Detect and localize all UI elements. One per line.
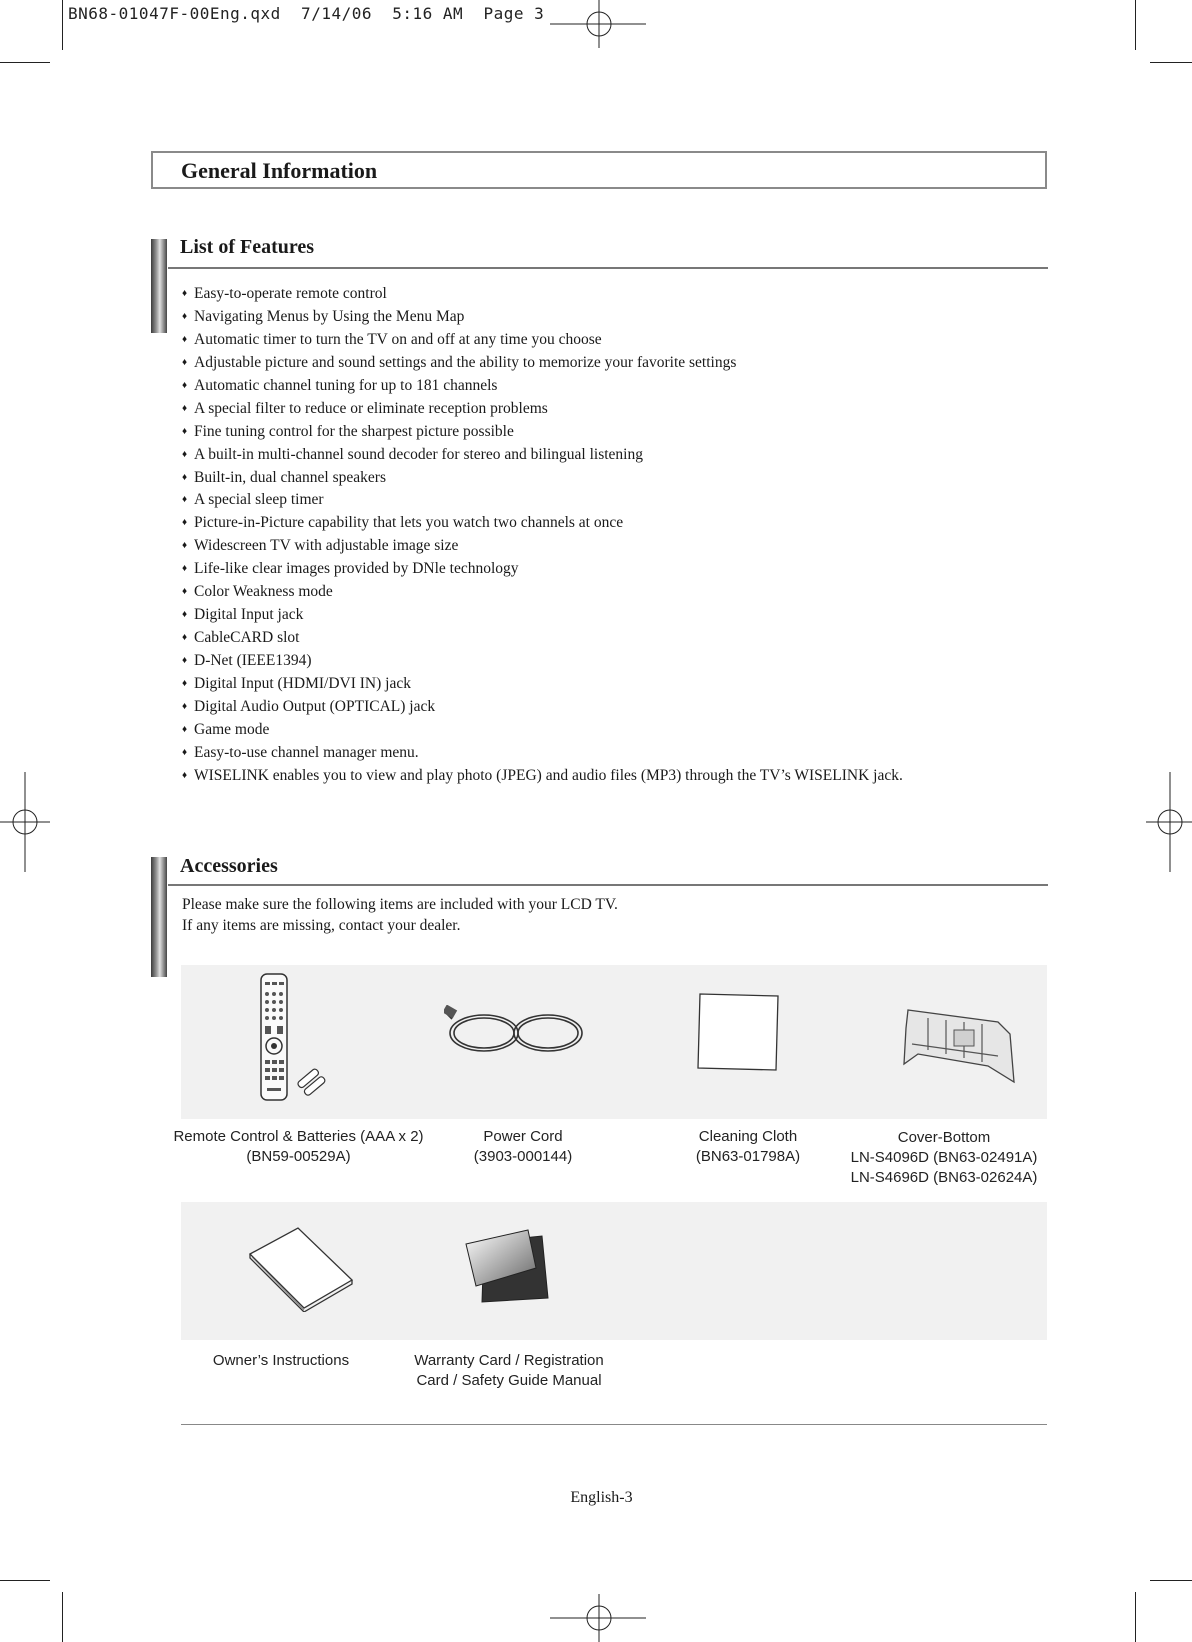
power-cord-name: Power Cord bbox=[483, 1128, 563, 1145]
feature-item: ♦ Widescreen TV with adjustable image size bbox=[182, 537, 459, 555]
cover-bottom-name: Cover-Bottom bbox=[897, 1129, 991, 1146]
features-list bbox=[182, 283, 903, 788]
power-cord-part: (3903-000144) bbox=[473, 1148, 573, 1165]
crop-mark bbox=[1135, 1592, 1136, 1642]
feature-item: ♦ CableCARD slot bbox=[182, 629, 300, 647]
feature-item: ♦ WISELINK enables you to view and play photo (JPEG) and audio files (MP3) through the TV’s WISELINK jack. bbox=[182, 766, 903, 784]
crop-mark bbox=[1135, 0, 1136, 50]
features-heading: List of Features bbox=[180, 236, 315, 258]
feature-item: ♦ Easy-to-operate remote control bbox=[182, 285, 387, 302]
cover-bottom-part: LN-S4096D (BN63-02491A) bbox=[850, 1149, 1038, 1166]
feature-item: ♦ A special filter to reduce or eliminate reception problems bbox=[182, 399, 548, 417]
registration-mark-top bbox=[548, 0, 648, 48]
cover-bottom-icon bbox=[898, 1004, 1018, 1084]
warranty-line: Card / Safety Guide Manual bbox=[416, 1372, 602, 1389]
remote-control-icon bbox=[255, 972, 335, 1104]
feature-item: ♦ A special sleep timer bbox=[182, 491, 324, 509]
accessories-intro bbox=[182, 894, 618, 936]
feature-item: ♦ Color Weakness mode bbox=[182, 583, 333, 601]
remote-name: Remote Control & Batteries (AAA x 2) bbox=[173, 1128, 424, 1145]
feature-item: ♦ D-Net (IEEE1394) bbox=[182, 652, 312, 669]
section-bar bbox=[151, 239, 167, 333]
warranty-line: Warranty Card / Registration bbox=[414, 1352, 604, 1369]
warranty-card-icon bbox=[462, 1228, 552, 1304]
cover-bottom-caption bbox=[846, 1128, 1042, 1188]
feature-item: ♦ Fine tuning control for the sharpest picture possible bbox=[182, 422, 514, 440]
feature-item: ♦ Picture-in-Picture capability that lets you watch two channels at once bbox=[182, 514, 624, 532]
feature-item: ♦ Digital Audio Output (OPTICAL) jack bbox=[182, 697, 436, 715]
feature-item: ♦ Automatic channel tuning for up to 181 channels bbox=[182, 376, 498, 394]
feature-item: ♦ Life-like clear images provided by DNle technology bbox=[182, 560, 519, 578]
intro-line: If any items are missing, contact your dealer. bbox=[182, 917, 461, 934]
crop-mark bbox=[62, 1592, 63, 1642]
intro-line: Please make sure the following items are included with your LCD TV. bbox=[182, 896, 618, 913]
owners-instructions-caption bbox=[191, 1351, 371, 1371]
cleaning-cloth-icon bbox=[696, 990, 782, 1074]
accessories-heading: Accessories bbox=[180, 855, 278, 877]
cleaning-cloth-name: Cleaning Cloth bbox=[698, 1128, 798, 1145]
crop-mark bbox=[0, 1580, 50, 1581]
bottom-rule bbox=[181, 1424, 1047, 1425]
feature-item: ♦ Automatic timer to turn the TV on and off at any time you choose bbox=[182, 330, 602, 348]
feature-item: ♦ Digital Input jack bbox=[182, 606, 304, 624]
feature-item: ♦ Easy-to-use channel manager menu. bbox=[182, 743, 419, 761]
feature-item: ♦ Game mode bbox=[182, 720, 270, 738]
power-cord-icon bbox=[444, 1005, 588, 1061]
cleaning-cloth-caption bbox=[668, 1127, 828, 1167]
feature-item: ♦ Navigating Menus by Using the Menu Map bbox=[182, 307, 465, 325]
power-cord-caption bbox=[443, 1127, 603, 1167]
crop-mark bbox=[0, 62, 50, 63]
registration-mark-bottom bbox=[548, 1594, 648, 1642]
cleaning-cloth-part: (BN63-01798A) bbox=[695, 1148, 801, 1165]
remote-part: (BN59-00529A) bbox=[246, 1148, 351, 1165]
manual-book-icon bbox=[246, 1226, 356, 1312]
page-title: General Information bbox=[181, 158, 378, 183]
features-rule bbox=[168, 267, 1048, 269]
feature-item: ♦ Adjustable picture and sound settings and the ability to memorize your favorite settings bbox=[182, 353, 737, 371]
feature-item: ♦ A built-in multi-channel sound decoder for stereo and bilingual listening bbox=[182, 445, 643, 463]
page-number: English-3 bbox=[570, 1489, 633, 1506]
warranty-caption bbox=[398, 1351, 620, 1391]
remote-caption bbox=[171, 1127, 426, 1167]
accessories-rule bbox=[168, 884, 1048, 886]
section-bar bbox=[151, 857, 167, 977]
crop-mark bbox=[1150, 1580, 1192, 1581]
print-slug: BN68-01047F-00Eng.qxd 7/14/06 5:16 AM Page 3 bbox=[68, 4, 545, 23]
owners-instructions-name: Owner’s Instructions bbox=[212, 1352, 350, 1369]
crop-mark bbox=[1150, 62, 1192, 63]
feature-item: ♦ Digital Input (HDMI/DVI IN) jack bbox=[182, 674, 411, 692]
general-information-header bbox=[151, 151, 1047, 189]
registration-mark-left bbox=[0, 772, 50, 872]
feature-item: ♦ Built-in, dual channel speakers bbox=[182, 468, 386, 486]
cover-bottom-part: LN-S4696D (BN63-02624A) bbox=[850, 1169, 1038, 1186]
registration-mark-right bbox=[1146, 772, 1192, 872]
crop-mark bbox=[62, 0, 63, 50]
